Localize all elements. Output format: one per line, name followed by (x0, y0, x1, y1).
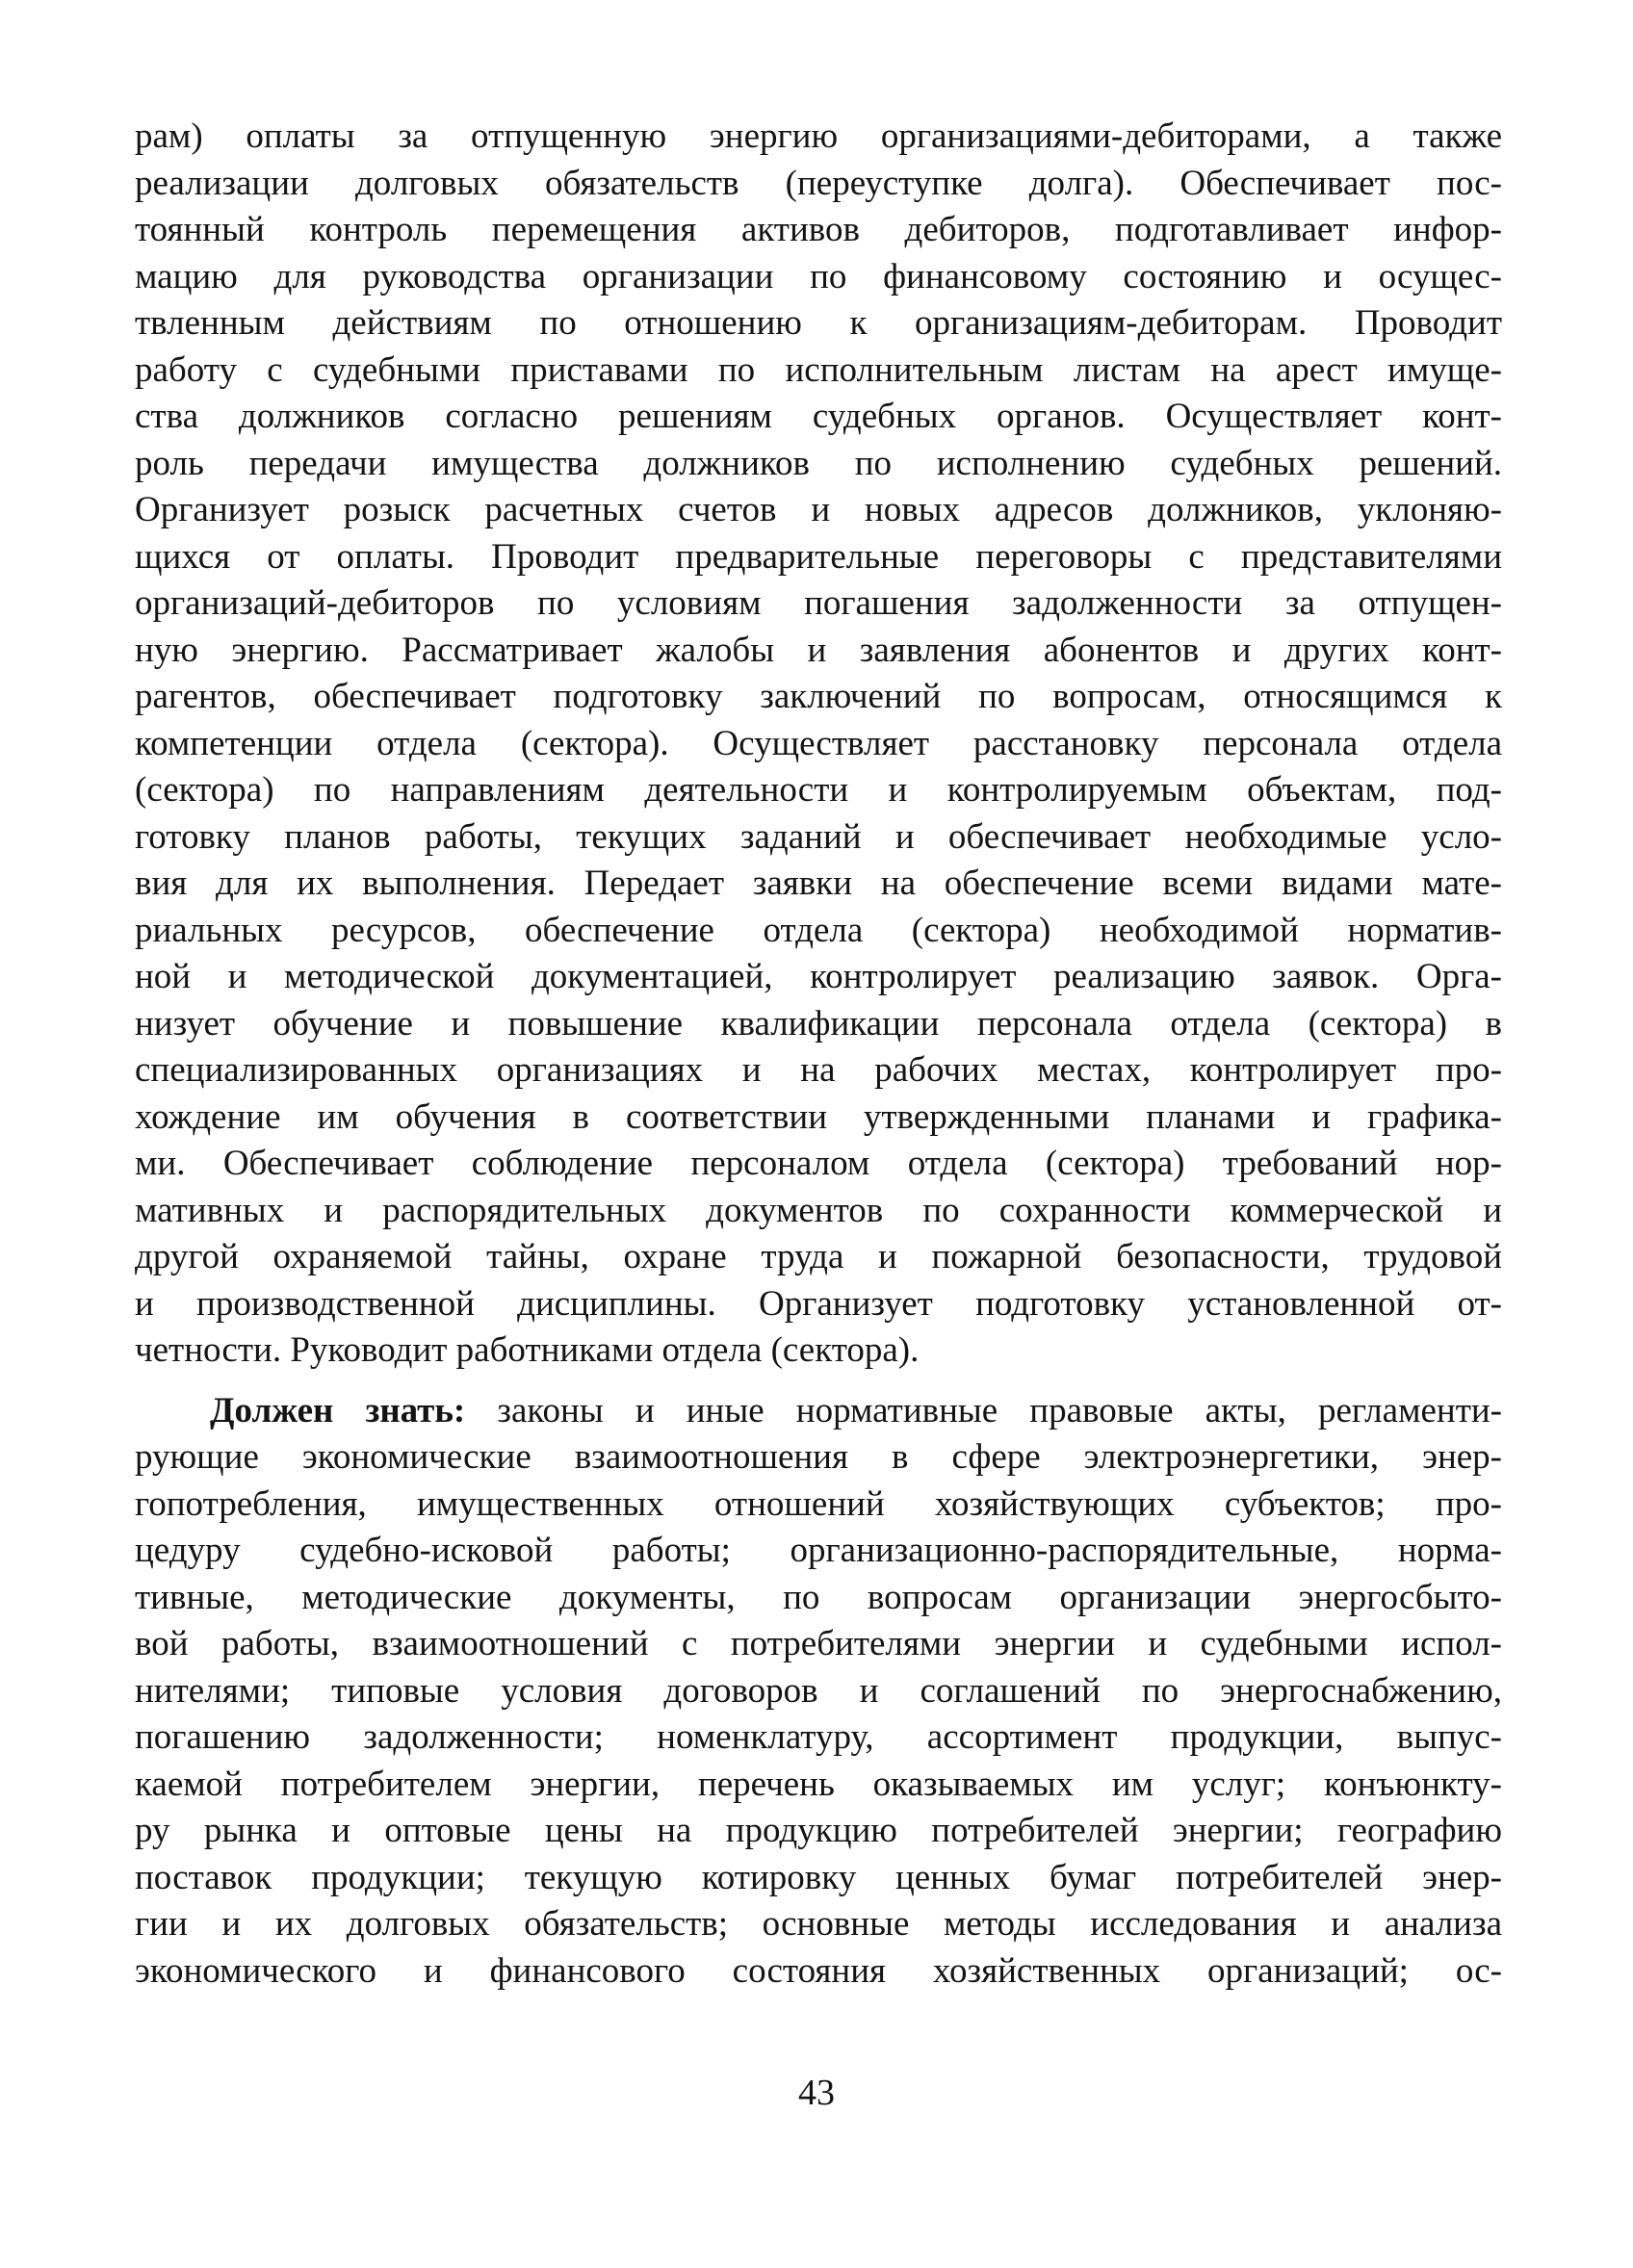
text-line: и производственной дисциплины. Организует подготовку установленной от- (135, 1283, 1502, 1324)
text-line: роль передачи имущества должников по исполнению судебных решений. (135, 443, 1502, 483)
text-line: щихся от оплаты. Проводит предварительные переговоры с представителями (135, 536, 1502, 577)
paragraph-duties (135, 114, 1502, 1375)
text-line: вой работы, взаимоотношений с потребителями энергии и судебными испол- (135, 1624, 1502, 1663)
must-know-text: законы и иные нормативные правовые акты, регламенти- (465, 1390, 1502, 1430)
text-line: каемой потребителем энергии, перечень оказываемых им услуг; конъюнкту- (135, 1764, 1502, 1804)
text-line: нителями; типовые условия договоров и соглашений по энергоснабжению, (135, 1670, 1502, 1711)
text-line: ной и методической документацией, контролирует реализацию заявок. Орга- (135, 957, 1502, 996)
text-line: гии и их долговых обязательств; основные методы исследования и анализа (135, 1904, 1502, 1944)
paragraph-must-know (135, 1388, 1502, 1996)
text-line (135, 1388, 1502, 1435)
text-line: Организует розыск расчетных счетов и новых адресов должников, уклоняю- (135, 490, 1502, 529)
text-line: вия для их выполнения. Передает заявки на обеспечение всеми видами мате- (135, 863, 1502, 903)
text-line: поставок продукции; текущую котировку ценных бумаг потребителей энер- (135, 1857, 1502, 1897)
text-line: специализированных организациях и на рабочих местах, контролирует про- (135, 1050, 1502, 1090)
text-line: гопотребления, имущественных отношений хозяйствующих субъектов; про- (135, 1483, 1502, 1524)
text-line: готовку планов работы, текущих заданий и обеспечивает необходимые усло- (135, 816, 1502, 857)
text-line: рующие экономические взаимоотношения в сфере электроэнергетики, энер- (135, 1437, 1502, 1477)
text-line: мативных и распорядительных документов по сохранности коммерческой и (135, 1190, 1502, 1230)
text-line: твленным действиям по отношению к организациям-дебиторам. Проводит (135, 303, 1502, 343)
text-line: погашению задолженности; номенклатуру, ассортимент продукции, выпус- (135, 1717, 1502, 1757)
must-know-heading: Должен знать: (210, 1390, 466, 1430)
page-number: 43 (798, 2073, 835, 2113)
text-line: рам) оплаты за отпущенную энергию организациями-дебиторами, а также (135, 116, 1502, 156)
text-line: тивные, методические документы, по вопросам организации энергосбыто- (135, 1577, 1502, 1617)
text-line: экономического и финансового состояния хозяйственных организаций; ос- (135, 1950, 1502, 1991)
text-line: ру рынка и оптовые цены на продукцию потребителей энергии; географию (135, 1811, 1502, 1850)
text-line: хождение им обучения в соответствии утвержденными планами и графика- (135, 1096, 1502, 1137)
text-line: рагентов, обеспечивает подготовку заключений по вопросам, относящимся к (135, 677, 1502, 716)
text-line: ми. Обеспечивает соблюдение персоналом отдела (сектора) требований нор- (135, 1144, 1502, 1183)
text-line: низует обучение и повышение квалификации персонала отдела (сектора) в (135, 1003, 1502, 1044)
text-line: другой охраняемой тайны, охране труда и пожарной безопасности, трудовой (135, 1237, 1502, 1276)
text-line: риальных ресурсов, обеспечение отдела (сектора) необходимой норматив- (135, 910, 1502, 950)
text-line: мацию для руководства организации по финансовому состоянию и осущес- (135, 256, 1502, 296)
text-line: реализации долговых обязательств (переуступке долга). Обеспечивает пос- (135, 163, 1502, 203)
text-line: тоянный контроль перемещения активов дебиторов, подготавливает инфор- (135, 210, 1502, 249)
paragraph-gap (135, 1375, 1502, 1388)
text-line: (сектора) по направлениям деятельности и контролируемым объектам, под- (135, 770, 1502, 810)
text-line: организаций-дебиторов по условиям погашения задолженности за отпущен- (135, 583, 1502, 623)
text-line: четности. Руководит работниками отдела (сектора). (135, 1330, 920, 1370)
text-line: работу с судебными приставами по исполнительным листам на арест имуще- (135, 349, 1502, 390)
text-line: компетенции отдела (сектора). Осуществляет расстановку персонала отдела (135, 723, 1502, 763)
text-line: цедуру судебно-исковой работы; организационно-распорядительные, норма- (135, 1531, 1502, 1570)
body-text (135, 114, 1502, 1995)
text-line: ную энергию. Рассматривает жалобы и заявления абонентов и других конт- (135, 630, 1502, 670)
text-line: ства должников согласно решениям судебных органов. Осуществляет конт- (135, 397, 1502, 436)
